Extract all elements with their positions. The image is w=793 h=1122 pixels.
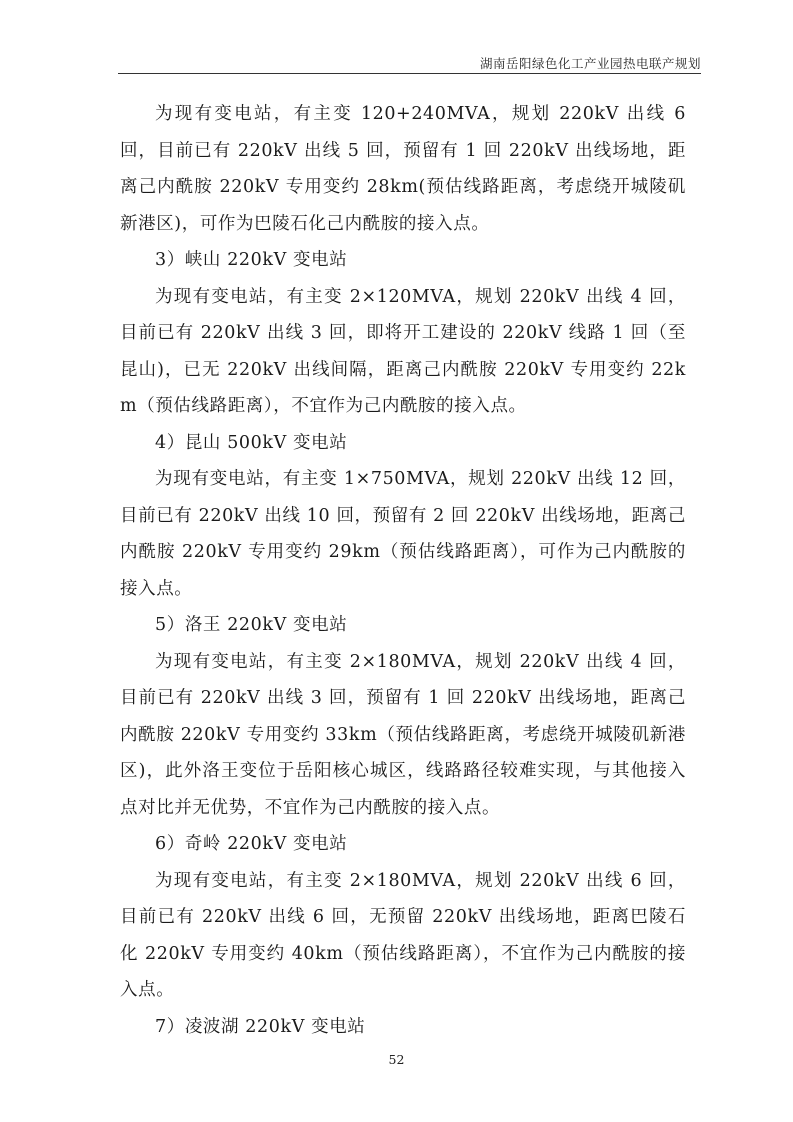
section-heading-luowang: 5）洛王 220kV 变电站 [155,615,348,635]
running-header-title: 湖南岳阳绿色化工产业园热电联产规划 [479,56,701,71]
section-heading-xiashan: 3）峡山 220kV 变电站 [155,250,348,270]
paragraph-luowang: 为现有变电站，有主变 2×180MVA，规划 220kV 出线 4 回，目前已有 220kV 出线 3 回，预留有 1 回 220kV 出线场地，距离己内酰胺 220kV 专用变约 33km（预估线路距离，考虑绕开城陵矶新港区)，此外洛王变位于岳阳核心城区，线路路径较难实现，与其他接入点对比并无优势，不宜作为己内酰胺的接入点。 [120,651,686,818]
section-heading-lingbohu: 7）凌波湖 220kV 变电站 [155,1016,366,1037]
header-rule [118,73,701,74]
page-number: 52 [388,1052,405,1067]
paragraph-intro: 为现有变电站，有主变 120+240MVA，规划 220kV 出线 6 回，目前已有 220kV 出线 5 回，预留有 1 回 220kV 出线场地，距离己内酰胺 220kV 专用变约 28km(预估线路距离，考虑绕开城陵矶新港区)，可作为巴陵石化己内酰胺的接入点。 [120,104,686,234]
section-heading-kunshan: 4）昆山 500kV 变电站 [155,432,348,453]
section-heading-qiling: 6）奇岭 220kV 变电站 [155,834,348,854]
paragraph-qiling: 为现有变电站，有主变 2×180MVA，规划 220kV 出线 6 回，目前已有 220kV 出线 6 回，无预留 220kV 出线场地，距离巴陵石化 220kV 专用变约 40km（预估线路距离），不宜作为己内酰胺的接入点。 [120,870,686,1000]
document-body [120,96,686,1045]
paragraph-xiashan: 为现有变电站，有主变 2×120MVA，规划 220kV 出线 4 回，目前已有 220kV 出线 3 回，即将开工建设的 220kV 线路 1 回（至昆山)，已无 220kV 出线间隔，距离己内酰胺 220kV 专用变约 22km（预估线路距离），不宜作为己内酰胺的接入点。 [120,286,686,416]
paragraph-kunshan: 为现有变电站，有主变 1×750MVA，规划 220kV 出线 12 回，目前已有 220kV 出线 10 回，预留有 2 回 220kV 出线场地，距离己内酰胺 220kV 专用变约 29km（预估线路距离），可作为己内酰胺的接入点。 [120,469,686,599]
